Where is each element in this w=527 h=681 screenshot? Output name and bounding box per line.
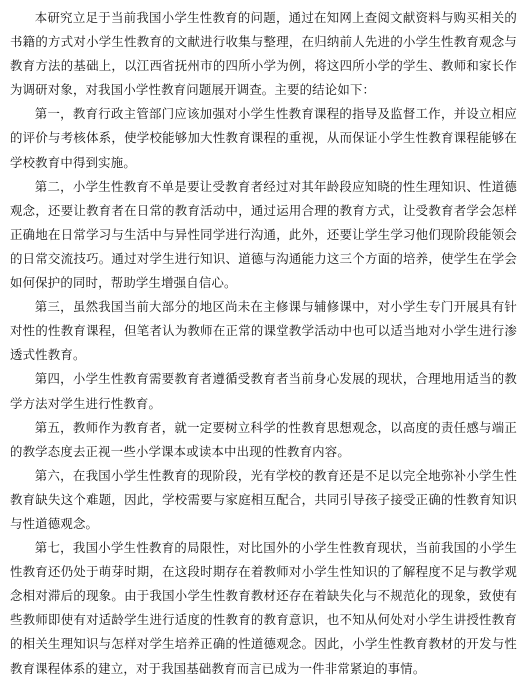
paragraph-intro: 本研究立足于当前我国小学生性教育的问题，通过在知网上查阅文献资料与购买相关的书籍的方式对小学生性教育的文献进行收集与整理，在归纳前人先进的小学生性教育观念与教育方法的基础上，以江西省抚州市的四所小学为例，将这四所小学的学生、教师和家长作为调研对象，对我国小学性教育问题展开调查。主要的结论如下： bbox=[10, 10, 517, 98]
paragraph-conclusion-1: 第一，教育行政主管部门应该加强对小学生性教育课程的指导及监督工作，并设立相应的评价与考核体系，使学校能够加大性教育课程的重视，从而保证小学生性教育课程能够在学校教育中得到实施。 bbox=[10, 106, 517, 170]
paragraph-conclusion-3: 第三，虽然我国当前大部分的地区尚未在主修课与辅修课中，对小学生专门开展具有针对性的性教育课程，但笔者认为教师在正常的课堂教学活动中也可以适当地对小学生进行渗透式性教育。 bbox=[10, 299, 517, 363]
paragraph-conclusion-5: 第五，教师作为教育者，就一定要树立科学的性教育思想观念，以高度的责任感与端正的教学态度去正视一些小学课本或读本中出现的性教育内容。 bbox=[10, 419, 517, 459]
paragraph-conclusion-6: 第六，在我国小学生性教育的现阶段，光有学校的教育还是不足以完全地弥补小学生性教育缺失这个难题，因此，学校需要与家庭相互配合，共同引导孩子接受正确的性教育知识与性道德观念。 bbox=[10, 467, 517, 531]
paragraph-conclusion-7: 第七，我国小学生性教育的局限性，对比国外的小学生性教育现状，当前我国的小学生性教育还仍处于萌芽时期，在这段时期存在着教师对小学生性知识的了解程度不足与教学观念相对滞后的现象。由于我国小学生性教育教材还存在着缺失化与不规范化的现象，致使有些教师即使有对适龄学生进行适度的性教育的教育意识，也不知从何处对小学生讲授性教育的相关生理知识与怎样对学生培养正确的性道德观念。因此，小学生性教育教材的开发与性教育课程体系的建立，对于我国基础教育而言已成为一件非常紧迫的事情。 bbox=[10, 540, 517, 676]
paragraph-conclusion-2: 第二，小学生性教育不单是要让受教育者经过对其年龄段应知晓的性生理知识、性道德观念，还要让教育者在日常的教育活动中，通过运用合理的教育方式，让受教育者学会怎样正确地在日常学习与生活中与异性同学进行沟通，此外，还要让学生学习他们现阶段能领会的日常交流技巧。通过对学生进行知识、道德与沟通能力这三个方面的培养，使学生在学会如何保护的同时，帮助学生增强自信心。 bbox=[10, 178, 517, 291]
paragraph-conclusion-4: 第四，小学生性教育需要教育者遵循受教育者当前身心发展的现状，合理地用适当的教学方法对学生进行性教育。 bbox=[10, 371, 517, 411]
